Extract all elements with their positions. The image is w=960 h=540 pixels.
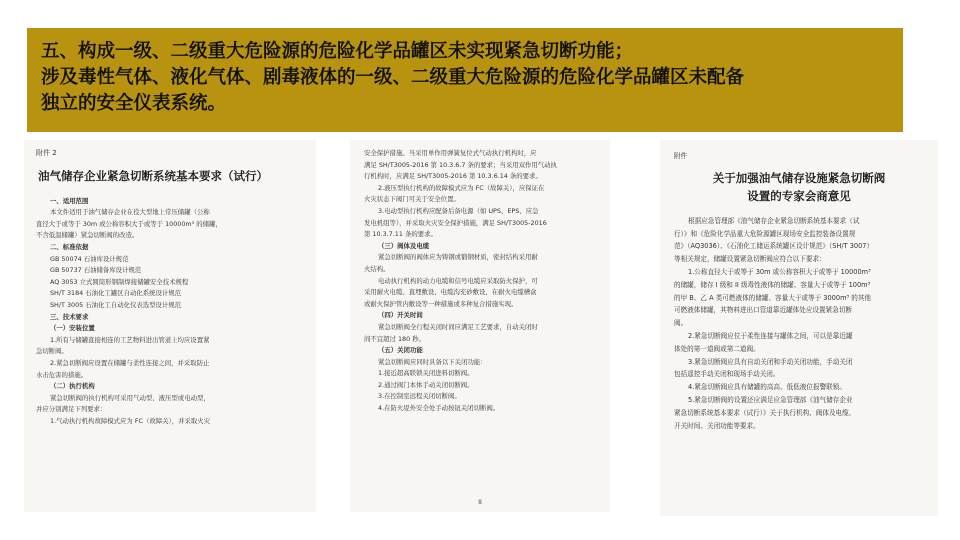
- doc3-line: 根据应急管理部《油气储存企业紧急切断系统基本要求（试: [688, 216, 860, 225]
- doc2-line: 4.在防火堤外安全处手动按钮关闭切断阀。: [378, 404, 500, 413]
- doc1-line: SH/T 3184 石油化工罐区自动化系统设计规范: [50, 289, 182, 298]
- doc3-line: 4.紧急切断阀应具有储罐的高高、低低液位报警联锁。: [688, 383, 846, 392]
- banner-line-2: 涉及毒性气体、液化气体、剧毒液体的一级、二级重大危险源的危险化学品罐区未配备: [41, 67, 745, 88]
- banner-line-3: 独立的安全仪表系统。: [41, 93, 227, 114]
- doc1-line: 2.紧急切断阀应设置在储罐与柔性连接之间，并采取防止: [50, 358, 210, 367]
- doc1-line: AQ 3053 立式圆筒形钢制焊接储罐安全技术规程: [50, 277, 189, 286]
- doc3-line: 体处的第一道阀或第二道阀。: [674, 344, 760, 353]
- doc2-line: 安全保护措施。当采用单作用弹簧复位式气动执行机构时，应: [364, 149, 537, 157]
- doc3-line: 的储罐，储存 I 级和 II 级毒性液体的储罐、容量大于或等于 100m³: [674, 280, 871, 289]
- doc1-line: 二、标准依据: [50, 242, 89, 251]
- doc2-line: 火灾状态下阀门可关于安全位置。: [364, 195, 460, 204]
- doc1-line: 三、技术要求: [50, 312, 89, 321]
- doc2-line: 发电机组等），并采取火灾安全保护措施，满足 SH/T3005-2016: [364, 218, 547, 227]
- doc2-line: （三）阀体及电缆: [378, 241, 430, 250]
- doc1-line: GB 50074 石油库设计规范: [50, 254, 129, 263]
- doc3-line: 等相关规定，储罐设置紧急切断阀应符合以下要求：: [674, 255, 826, 264]
- doc2-line: 采用耐火电缆、直埋敷设、电缆沟充砂敷设、在耐火电缆槽盒: [364, 288, 537, 297]
- doc2-line: 紧急切断阀应同时具备以下关闭功能：: [378, 357, 487, 366]
- doc2-line: （五）关闭功能: [378, 346, 423, 355]
- doc2-line: 行机构时，应满足 SH/T3005-2016 第 10.3.6.14 条的要求。: [364, 172, 542, 181]
- doc1-line: 水击危害的措施。: [36, 370, 88, 379]
- doc3-title-line-2: 设置的专家会商意见: [747, 188, 851, 203]
- document-page-1: [24, 140, 316, 512]
- doc3-line: 紧急切断系统基本要求（试行）》关于执行机构、阀体及电缆、: [674, 408, 856, 417]
- doc2-line: 紧急切断阀全行程关闭时间应满足工艺要求，自动关闭时: [378, 322, 538, 331]
- doc1-line: 不含低温储罐）紧急切断阀的改造。: [36, 231, 139, 240]
- doc3-line: 开关时间、关闭功能等要求。: [674, 421, 760, 430]
- doc1-line: 紧急切断阀的执行机构可采用气动型、液压型或电动型，: [50, 393, 210, 402]
- doc2-line: 间不宜超过 180 秒。: [364, 334, 425, 343]
- doc2-line: （四）开关时间: [378, 311, 423, 320]
- doc3-line: 行）》和《危险化学品重大危险源罐区现场安全监控装备设置规: [674, 229, 856, 238]
- doc2-line: 第 10.3.7.11 条的要求。: [364, 230, 437, 239]
- doc2-line: 满足 SH/T3005-2016 第 10.3.6.7 条的要求；当采用双作用气动执: [364, 160, 557, 169]
- document-page-2: [350, 140, 610, 512]
- doc1-line: （一）安装位置: [50, 324, 95, 333]
- doc3-title: [674, 169, 924, 205]
- doc2-line: 3.在控制室远程关闭切断阀。: [378, 392, 461, 401]
- doc1-line: 并应分别满足下列要求：: [36, 405, 107, 414]
- doc3-line: 包括遥控手动关闭和现场手动关闭。: [674, 370, 780, 379]
- doc2-line: 电动执行机构的动力电缆和信号电缆应采取防火保护，可: [378, 276, 538, 285]
- doc2-line: 2.通过阀门本体手动关闭切断阀。: [378, 380, 474, 389]
- doc3-line: 范》（AQ3036）、《石油化工储运系统罐区设计规范》（SH/T 3007）: [674, 242, 874, 251]
- doc2-line: 2.液压型执行机构的故障模式应为 FC（故障关），应保证在: [378, 183, 545, 192]
- doc3-line: 阀。: [674, 319, 688, 328]
- doc1-line: （二）执行机构: [50, 382, 95, 391]
- doc2-line: 紧急切断阀的阀体应为铸钢或锻钢材质，密封结构采用耐: [378, 253, 538, 262]
- document-page-3: [660, 140, 938, 516]
- doc2-page-number: 8: [478, 499, 482, 506]
- doc2-line: 火结构。: [364, 264, 390, 273]
- doc1-line: GB 50737 石油储备库设计规范: [50, 266, 142, 275]
- doc3-title-line-1: 关于加强油气储存设施紧急切断阀: [712, 170, 886, 185]
- doc1-line: 急切断阀。: [36, 347, 68, 356]
- title-banner: [27, 28, 903, 132]
- doc2-line: 3.电动型执行机构应配备后备电源（如 UPS、EPS、应急: [378, 206, 539, 215]
- doc3-line: 5.紧急切断阀的设置还应满足应急管理部《油气储存企业: [688, 395, 853, 404]
- doc3-line: 1.公称直径大于或等于 30m 或公称容积大于或等于 10000m³: [688, 267, 871, 276]
- doc1-line: 1.气动执行机构故障模式应为 FC（故障关），并采取火灾: [50, 416, 211, 425]
- doc1-line: 直径大于或等于 30m 或公称容积大于或等于 10000m³ 的储罐，: [36, 219, 222, 228]
- banner-line-1: 五、构成一级、二级重大危险源的危险化学品罐区未实现紧急切断功能；: [41, 41, 634, 62]
- doc1-attachment-tag: 附件 2: [36, 149, 57, 157]
- doc3-line: 可燃液体储罐，其物料进出口管道靠近罐体处应设置紧急切断: [674, 306, 853, 315]
- doc3-line: 2.紧急切断阀应位于柔性连接与罐体之间，可以是靠近罐: [688, 331, 853, 340]
- doc2-line: 或耐火保护管内敷设等一种措施或多种复合措施实现。: [364, 299, 518, 308]
- doc3-attachment-tag: 附件: [674, 152, 688, 160]
- doc3-line: 的甲 B、乙 A 类可燃液体的储罐、容量大于或等于 3000m³ 的其他: [674, 293, 872, 302]
- doc2-line: 1.接近超高联锁关闭进料切断阀。: [378, 369, 474, 378]
- doc1-line: 本文件适用于油气储存企业在役大型地上常压储罐（公称: [50, 208, 210, 217]
- doc3-line: 3.紧急切断阀应具有自动关闭和手动关闭功能，手动关闭: [688, 357, 853, 366]
- doc1-line: SH/T 3005 石油化工自动化仪表选型设计规范: [50, 300, 182, 309]
- doc1-title: 油气储存企业紧急切断系统基本要求（试行）: [38, 168, 268, 183]
- doc1-line: 1.所有与储罐直接相连的工艺物料进出管道上均应设置紧: [50, 335, 210, 344]
- doc1-line: 一、适用范围: [50, 196, 89, 205]
